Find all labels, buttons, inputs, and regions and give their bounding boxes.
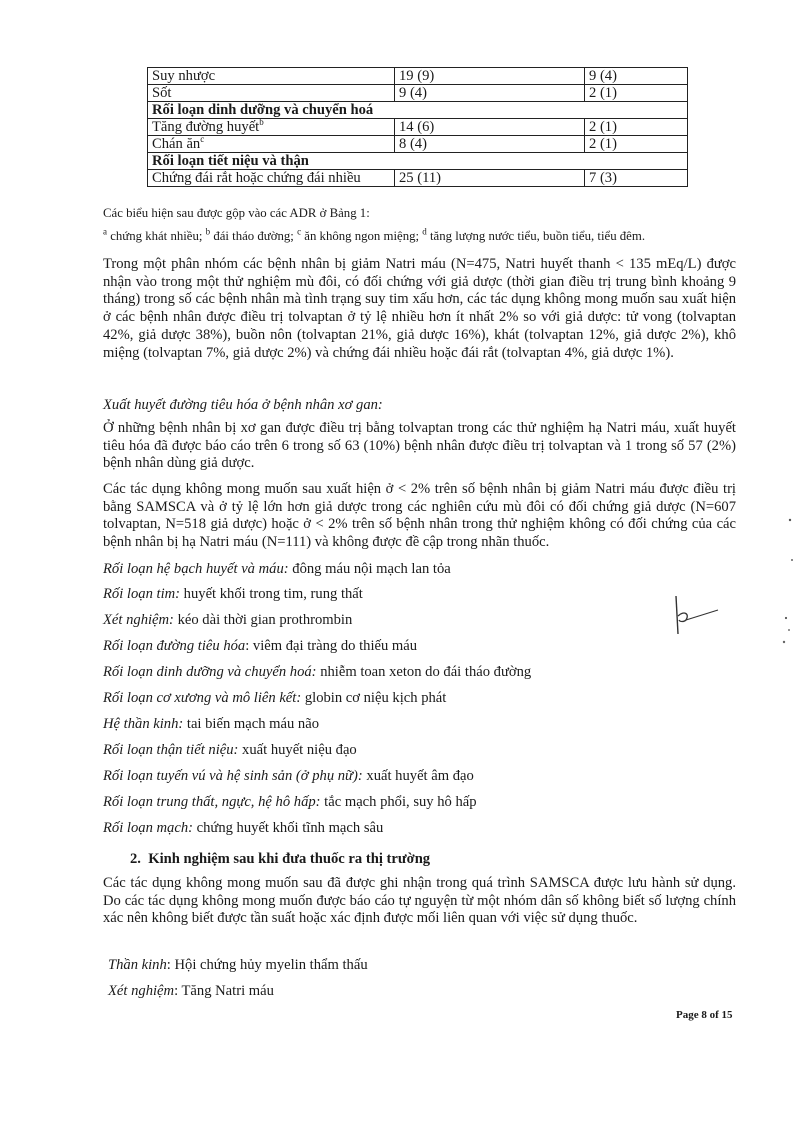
margin-speckles (772, 500, 796, 670)
organ-term: Hệ thần kinh: (103, 716, 184, 732)
section-2-number: 2. (130, 851, 141, 867)
handwritten-mark (662, 592, 722, 640)
table-section-row (148, 153, 688, 170)
placebo-cell: 2 (1) (585, 119, 688, 136)
organ-list-item (103, 638, 417, 656)
section-2-heading (130, 851, 430, 869)
subgroup-paragraph: Trong một phân nhóm các bệnh nhân bị giảm Natri máu (N=475, Natri huyết thanh < 135 mEq/L) được nhận vào trong một thử nghiệm mù đôi, có đối chứng với giả dược (thời gian điều trị trung bình khoảng 9 tháng) trong số các bệnh nhân mà tình trạng suy tim xấu hơn, các tác dụng không mong muốn sau xuất hiện ở các bệnh nhân được điều trị tolvaptan ở tỷ lệ nhiều hơn ít nhất 2% so với giả dược: tử vong (tolvaptan 42%, giả dược 38%), buồn nôn (tolvaptan 21%, giả dược 16%), khát (tolvaptan 12%, giả dược 2%), khô miệng (tolvaptan 7%, giả dược 2%) và chứng đái nhiều hoặc đái rắt (tolvaptan 4%, giả dược 1%). (103, 256, 736, 361)
placebo-cell: 2 (1) (585, 136, 688, 153)
placebo-cell: 9 (4) (585, 68, 688, 85)
table-row (148, 119, 688, 136)
footnote-c: ăn không ngon miệng; (301, 229, 423, 243)
organ-desc: xuất huyết âm đạo (362, 768, 474, 784)
footnotes (103, 226, 736, 245)
organ-list-item (103, 742, 357, 760)
organ-desc: đông máu nội mạch lan tỏa (288, 561, 451, 577)
rare-reactions-paragraph: Các tác dụng không mong muốn sau xuất hiện ở < 2% trên số bệnh nhân bị giảm Natri máu được điều trị bằng SAMSCA và ở tỷ lệ lớn hơn giả dược trong các nghiên cứu mù đôi có đối chứng giả dược (N=607 tolvaptan, N=518 giả dược) hoặc ở < 2% trên số bệnh nhân trong thử nghiệm không có đối chứng của các bệnh nhân bị hạ Natri máu (N=111) và không được đề cập trong nhãn thuốc. (103, 481, 736, 551)
reaction-cell (148, 85, 395, 102)
organ-desc: kéo dài thời gian prothrombin (173, 612, 353, 628)
footnote-a-mark: a (103, 226, 107, 237)
section-2-paragraph: Các tác dụng không mong muốn sau đã được ghi nhận trong quá trình SAMSCA được lưu hành sử dụng. Do các tác dụng không mong muốn được báo cáo tự nguyện từ một nhóm dân số không biết số lượng chính xác nên không biết được tần suất hoặc xác định được mối liên quan với việc sử dụng thuốc. (103, 875, 736, 927)
organ-term: Rối loạn dinh dưỡng và chuyển hoá: (103, 664, 317, 680)
footnote-d: tăng lượng nước tiểu, buồn tiểu, tiểu đêm. (426, 229, 646, 243)
grouped-note: Các biểu hiện sau được gộp vào các ADR ở Bảng 1: (103, 206, 370, 220)
reaction-label: Tăng đường huyết (152, 119, 260, 135)
placebo-cell: 7 (3) (585, 170, 688, 187)
organ-desc: globin cơ niệu kịch phát (301, 690, 447, 706)
organ-desc: chứng huyết khối tĩnh mạch sâu (192, 820, 384, 836)
organ-list-item (103, 768, 474, 786)
organ-list-item (103, 716, 319, 734)
organ-list-item (103, 794, 477, 812)
reaction-cell (148, 119, 395, 136)
reaction-cell (148, 68, 395, 85)
table-section-row (148, 102, 688, 119)
section-2-desc: : Tăng Natri máu (174, 983, 274, 999)
section-2-item (108, 957, 368, 975)
organ-term: Rối loạn mạch: (103, 820, 193, 836)
footnote-b: đái tháo đường; (210, 229, 298, 243)
organ-list-item (103, 820, 383, 838)
organ-term: Rối loạn tim: (103, 586, 181, 602)
page-footer: Page 8 of 15 (676, 1009, 733, 1021)
organ-desc: tắc mạch phổi, suy hô hấp (320, 794, 477, 810)
tolvaptan-cell: 14 (6) (395, 119, 585, 136)
reaction-label: Chứng đái rắt hoặc chứng đái nhiều (152, 170, 361, 186)
reaction-label: Chán ăn (152, 136, 201, 152)
organ-desc: : viêm đại tràng do thiếu máu (245, 638, 418, 654)
section-label: Rối loạn tiết niệu và thận (148, 153, 688, 170)
organ-desc: huyết khối trong tim, rung thất (180, 586, 363, 602)
organ-list-item (103, 586, 363, 604)
organ-term: Rối loạn đường tiêu hóa (103, 638, 246, 654)
tolvaptan-cell: 19 (9) (395, 68, 585, 85)
reaction-footnote-mark: b (259, 118, 264, 128)
footnote-c-mark: c (297, 226, 302, 237)
placebo-cell: 2 (1) (585, 85, 688, 102)
organ-desc: xuất huyết niệu đạo (238, 742, 357, 758)
organ-list-item (103, 612, 352, 630)
organ-term: Rối loạn trung thất, ngực, hệ hô hấp: (103, 794, 321, 810)
section-2-desc: : Hội chứng hủy myelin thẩm thấu (166, 957, 368, 973)
table-row (148, 85, 688, 102)
adverse-reactions-table (147, 67, 688, 187)
organ-term: Xét nghiệm: (103, 612, 174, 628)
footnote-b-mark: b (205, 226, 211, 237)
tolvaptan-cell: 9 (4) (395, 85, 585, 102)
organ-term: Rối loạn thận tiết niệu: (103, 742, 239, 758)
footnote-d-mark: d (422, 226, 427, 237)
organ-list-item (103, 690, 446, 708)
section-2-term: Xét nghiệm (108, 983, 175, 999)
reaction-cell (148, 136, 395, 153)
reaction-label: Suy nhược (152, 68, 216, 84)
tolvaptan-cell: 8 (4) (395, 136, 585, 153)
tolvaptan-cell: 25 (11) (395, 170, 585, 187)
organ-term: Rối loạn tuyến vú và hệ sinh sản (ở phụ nữ): (103, 768, 363, 784)
organ-list-item (103, 664, 531, 682)
section-2-term: Thần kinh (108, 957, 167, 973)
footnote-a: chứng khát nhiều; (107, 229, 206, 243)
table-row (148, 136, 688, 153)
reaction-footnote-mark: c (200, 135, 205, 145)
organ-list-item (103, 561, 451, 579)
reaction-label: Sốt (152, 85, 172, 101)
gi-bleed-title: Xuất huyết đường tiêu hóa ở bệnh nhân xơ gan: (103, 397, 383, 413)
gi-bleed-paragraph: Ở những bệnh nhân bị xơ gan được điều trị bằng tolvaptan trong các thử nghiệm hạ Natri máu, xuất huyết tiêu hóa đã được báo cáo trên 6 trong số 63 (10%) bệnh nhân được điều trị tolvaptan và 1 trong số 57 (2%) bệnh nhân dùng giả dược. (103, 420, 736, 472)
organ-term: Rối loạn hệ bạch huyết và máu: (103, 561, 289, 577)
organ-desc: nhiễm toan xeton do đái tháo đường (316, 664, 532, 680)
organ-term: Rối loạn cơ xương và mô liên kết: (103, 690, 302, 706)
organ-desc: tai biến mạch máu não (183, 716, 320, 732)
section-2-title: Kinh nghiệm sau khi đưa thuốc ra thị trường (148, 851, 431, 867)
table-row (148, 68, 688, 85)
section-2-item (108, 983, 274, 1001)
section-label: Rối loạn dinh dưỡng và chuyển hoá (148, 102, 688, 119)
table-row (148, 170, 688, 187)
reaction-cell (148, 170, 395, 187)
